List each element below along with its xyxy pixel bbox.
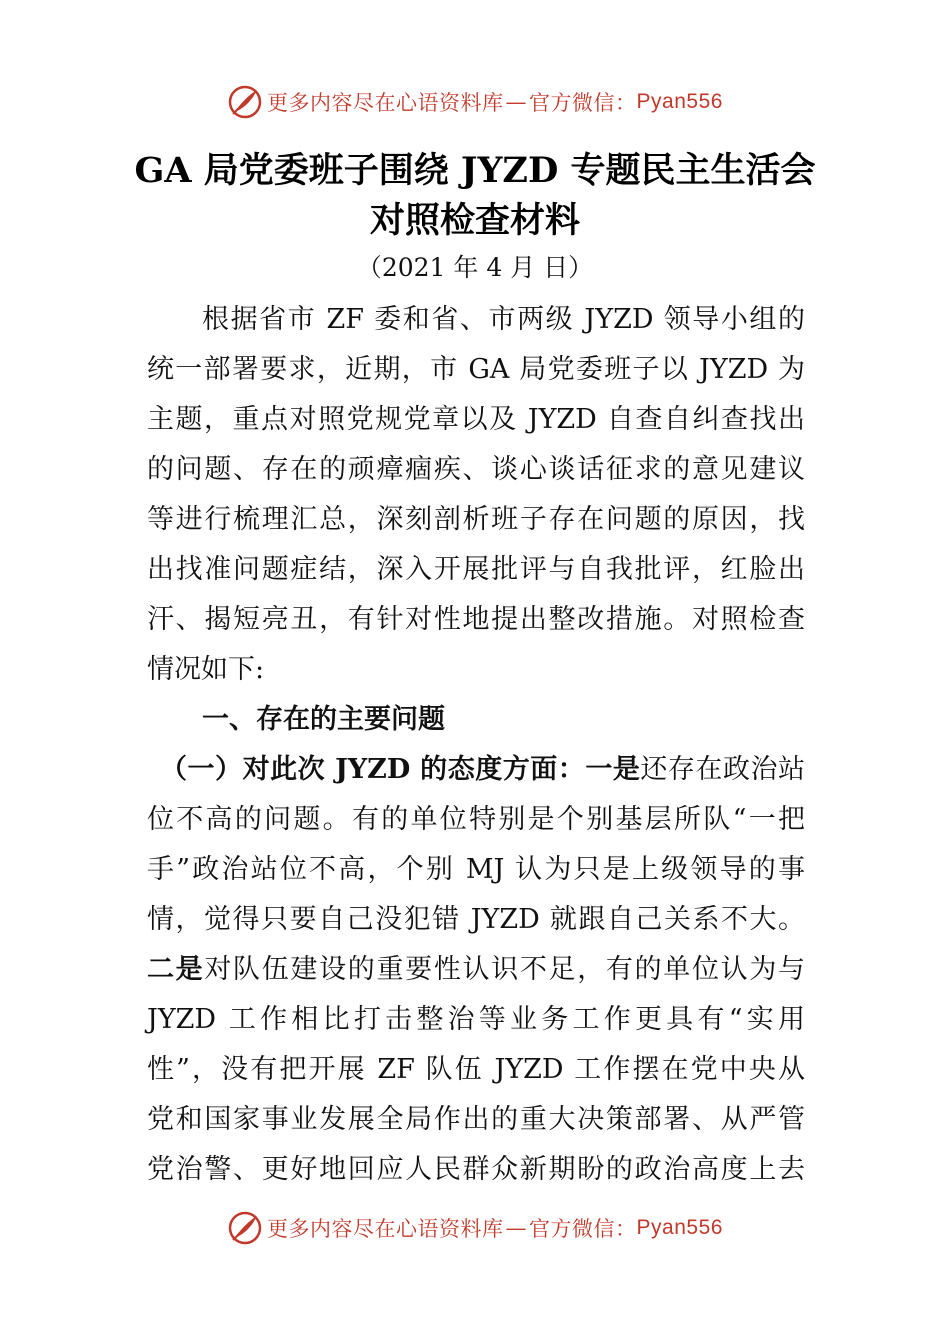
paragraph-line: 情，觉得只要自己没犯错 JYZD 就跟自己关系不大。 xyxy=(147,904,805,935)
paragraph-line: 手”政治站位不高，个别 MJ 认为只是上级领导的事 xyxy=(147,854,805,885)
paragraph-line-second-point xyxy=(147,950,805,990)
banner-wechat-id: Pyan556 xyxy=(636,90,723,113)
paragraph-line: 主题，重点对照党规党章以及 JYZD 自查自纠查找出 xyxy=(147,404,805,435)
paragraph-line: 根据省市 ZF 委和省、市两级 JYZD 领导小组的 xyxy=(202,304,805,335)
paragraph-line: 出找准问题症结，深入开展批评与自我批评，红脸出 xyxy=(147,554,805,585)
quill-logo-icon xyxy=(227,1210,263,1246)
quill-logo-icon xyxy=(227,84,263,120)
banner-wechat-label: 官方微信： xyxy=(529,1217,637,1241)
subsection-bold-lead: （一）对此次 JYZD 的态度方面：一是 xyxy=(160,754,641,785)
paragraph-line: 位不高的问题。有的单位特别是个别基层所队“一把 xyxy=(147,804,805,835)
banner-separator: — xyxy=(505,90,528,114)
banner-wechat-id: Pyan556 xyxy=(636,1216,723,1239)
paragraph-line: 的问题、存在的顽瘴痼疾、谈心谈话征求的意见建议 xyxy=(147,454,805,485)
second-point-bold: 二是 xyxy=(147,954,205,985)
second-point-rest: 对队伍建设的重要性认识不足，有的单位认为与 xyxy=(204,954,806,985)
paragraph-line: 情况如下: xyxy=(147,654,265,685)
paragraph-line: 性”，没有把开展 ZF 队伍 JYZD 工作摆在党中央从 xyxy=(147,1054,805,1085)
document-title-line1: GA 局党委班子围绕 JYZD 专题民主生活会 xyxy=(134,150,816,191)
banner-wechat-label: 官方微信： xyxy=(529,91,637,115)
paragraph-line: JYZD 工作相比打击整治等业务工作更具有“实用 xyxy=(147,1004,805,1035)
paragraph-line: 统一部署要求，近期，市 GA 局党委班子以 JYZD 为 xyxy=(147,354,805,385)
subsection-lead-line xyxy=(160,750,805,790)
header-watermark xyxy=(0,82,950,122)
document-title-line2: 对照检查材料 xyxy=(369,200,580,241)
footer-watermark xyxy=(0,1208,950,1248)
paragraph-line: 等进行梳理汇总，深刻剖析班子存在问题的原因，找 xyxy=(147,504,805,535)
section-heading: 一、存在的主要问题 xyxy=(202,704,445,735)
banner-separator: — xyxy=(505,1216,528,1240)
subsection-lead-rest: 还存在政治站 xyxy=(640,754,805,785)
banner-text: 更多内容尽在心语资料库 xyxy=(267,1217,504,1241)
document-date: （2021 年 4 月 日） xyxy=(356,253,594,282)
paragraph-line: 党和国家事业发展全局作出的重大决策部署、从严管 xyxy=(147,1104,805,1135)
paragraph-line: 党治警、更好地回应人民群众新期盼的政治高度上去 xyxy=(147,1154,805,1185)
banner-text: 更多内容尽在心语资料库 xyxy=(267,91,504,115)
paragraph-line: 汗、揭短亮丑，有针对性地提出整改措施。对照检查 xyxy=(147,604,805,635)
